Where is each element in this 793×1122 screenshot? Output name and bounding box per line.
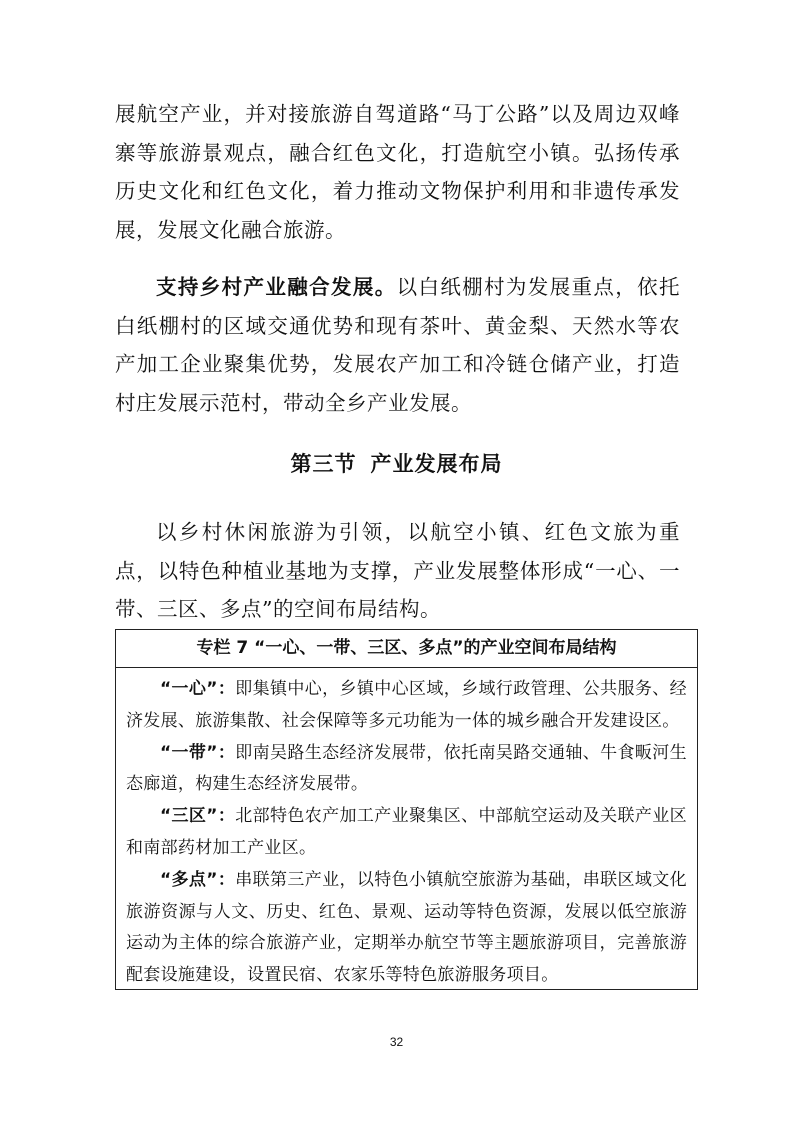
column-box-title: 专栏 7 “一心、一带、三区、多点”的产业空间布局结构: [116, 630, 697, 668]
box-item-three-zones: [126, 801, 687, 865]
body-paragraph-1: 展航空产业，并对接旅游自驾道路“马丁公路”以及周边双峰寨等旅游景观点，融合红色文化，打造航空小镇。弘扬传承历史文化和红色文化，着力推动文物保护利用和非遗传承发展，发展文化融合旅游。: [115, 102, 680, 242]
paragraph-lead: 支持乡村产业融合发展。: [156, 275, 397, 299]
box-item-belt: [126, 738, 687, 802]
column-box: [115, 629, 698, 990]
page-number: 32: [389, 1035, 404, 1049]
section-title: 产业发展布局: [370, 452, 503, 476]
box-item-term: “一带”：: [160, 742, 236, 763]
column-box-body: [116, 668, 697, 992]
box-item-center: [126, 674, 687, 738]
section-number: 第三节: [290, 452, 357, 476]
box-item-text: 北部特色农产加工产业聚集区、中部航空运动及关联产业区和南部药材加工产业区。: [126, 806, 687, 858]
box-item-text: 串联第三产业，以特色小镇航空旅游为基础，串联区域文化旅游资源与人文、历史、红色、景观、运动等特色资源，发展以低空旅游运动为主体的综合旅游产业，定期举办航空节等主题旅游项目，完善旅游配套设施建设，设置民宿、农家乐等特色旅游服务项目。: [126, 869, 687, 986]
body-paragraph-2: [115, 268, 680, 422]
section-heading: [0, 448, 793, 478]
box-item-term: “三区”：: [160, 806, 236, 827]
box-item-text: 即集镇中心，乡镇中心区域，乡域行政管理、公共服务、经济发展、旅游集散、社会保障等多元功能为一体的城乡融合开发建设区。: [126, 679, 687, 731]
box-item-term: “一心”：: [160, 679, 236, 699]
paragraph-text: 以白纸棚村为发展重点，依托白纸棚村的区域交通优势和现有茶叶、黄金梨、天然水等农产加工企业聚集优势，发展农产加工和冷链仓储产业，打造村庄发展示范村，带动全乡产业发展。: [115, 275, 681, 415]
box-item-term: “多点”：: [160, 869, 236, 890]
body-paragraph-3: 以乡村休闲旅游为引领，以航空小镇、红色文旅为重点，以特色种植业基地为支撑，产业发展整体形成“一心、一带、三区、多点”的空间布局结构。: [115, 520, 680, 621]
box-item-multi-points: [126, 865, 687, 992]
box-item-text: 即南吴路生态经济发展带，依托南吴路交通轴、牛食畈河生态廊道，构建生态经济发展带。: [126, 742, 687, 795]
